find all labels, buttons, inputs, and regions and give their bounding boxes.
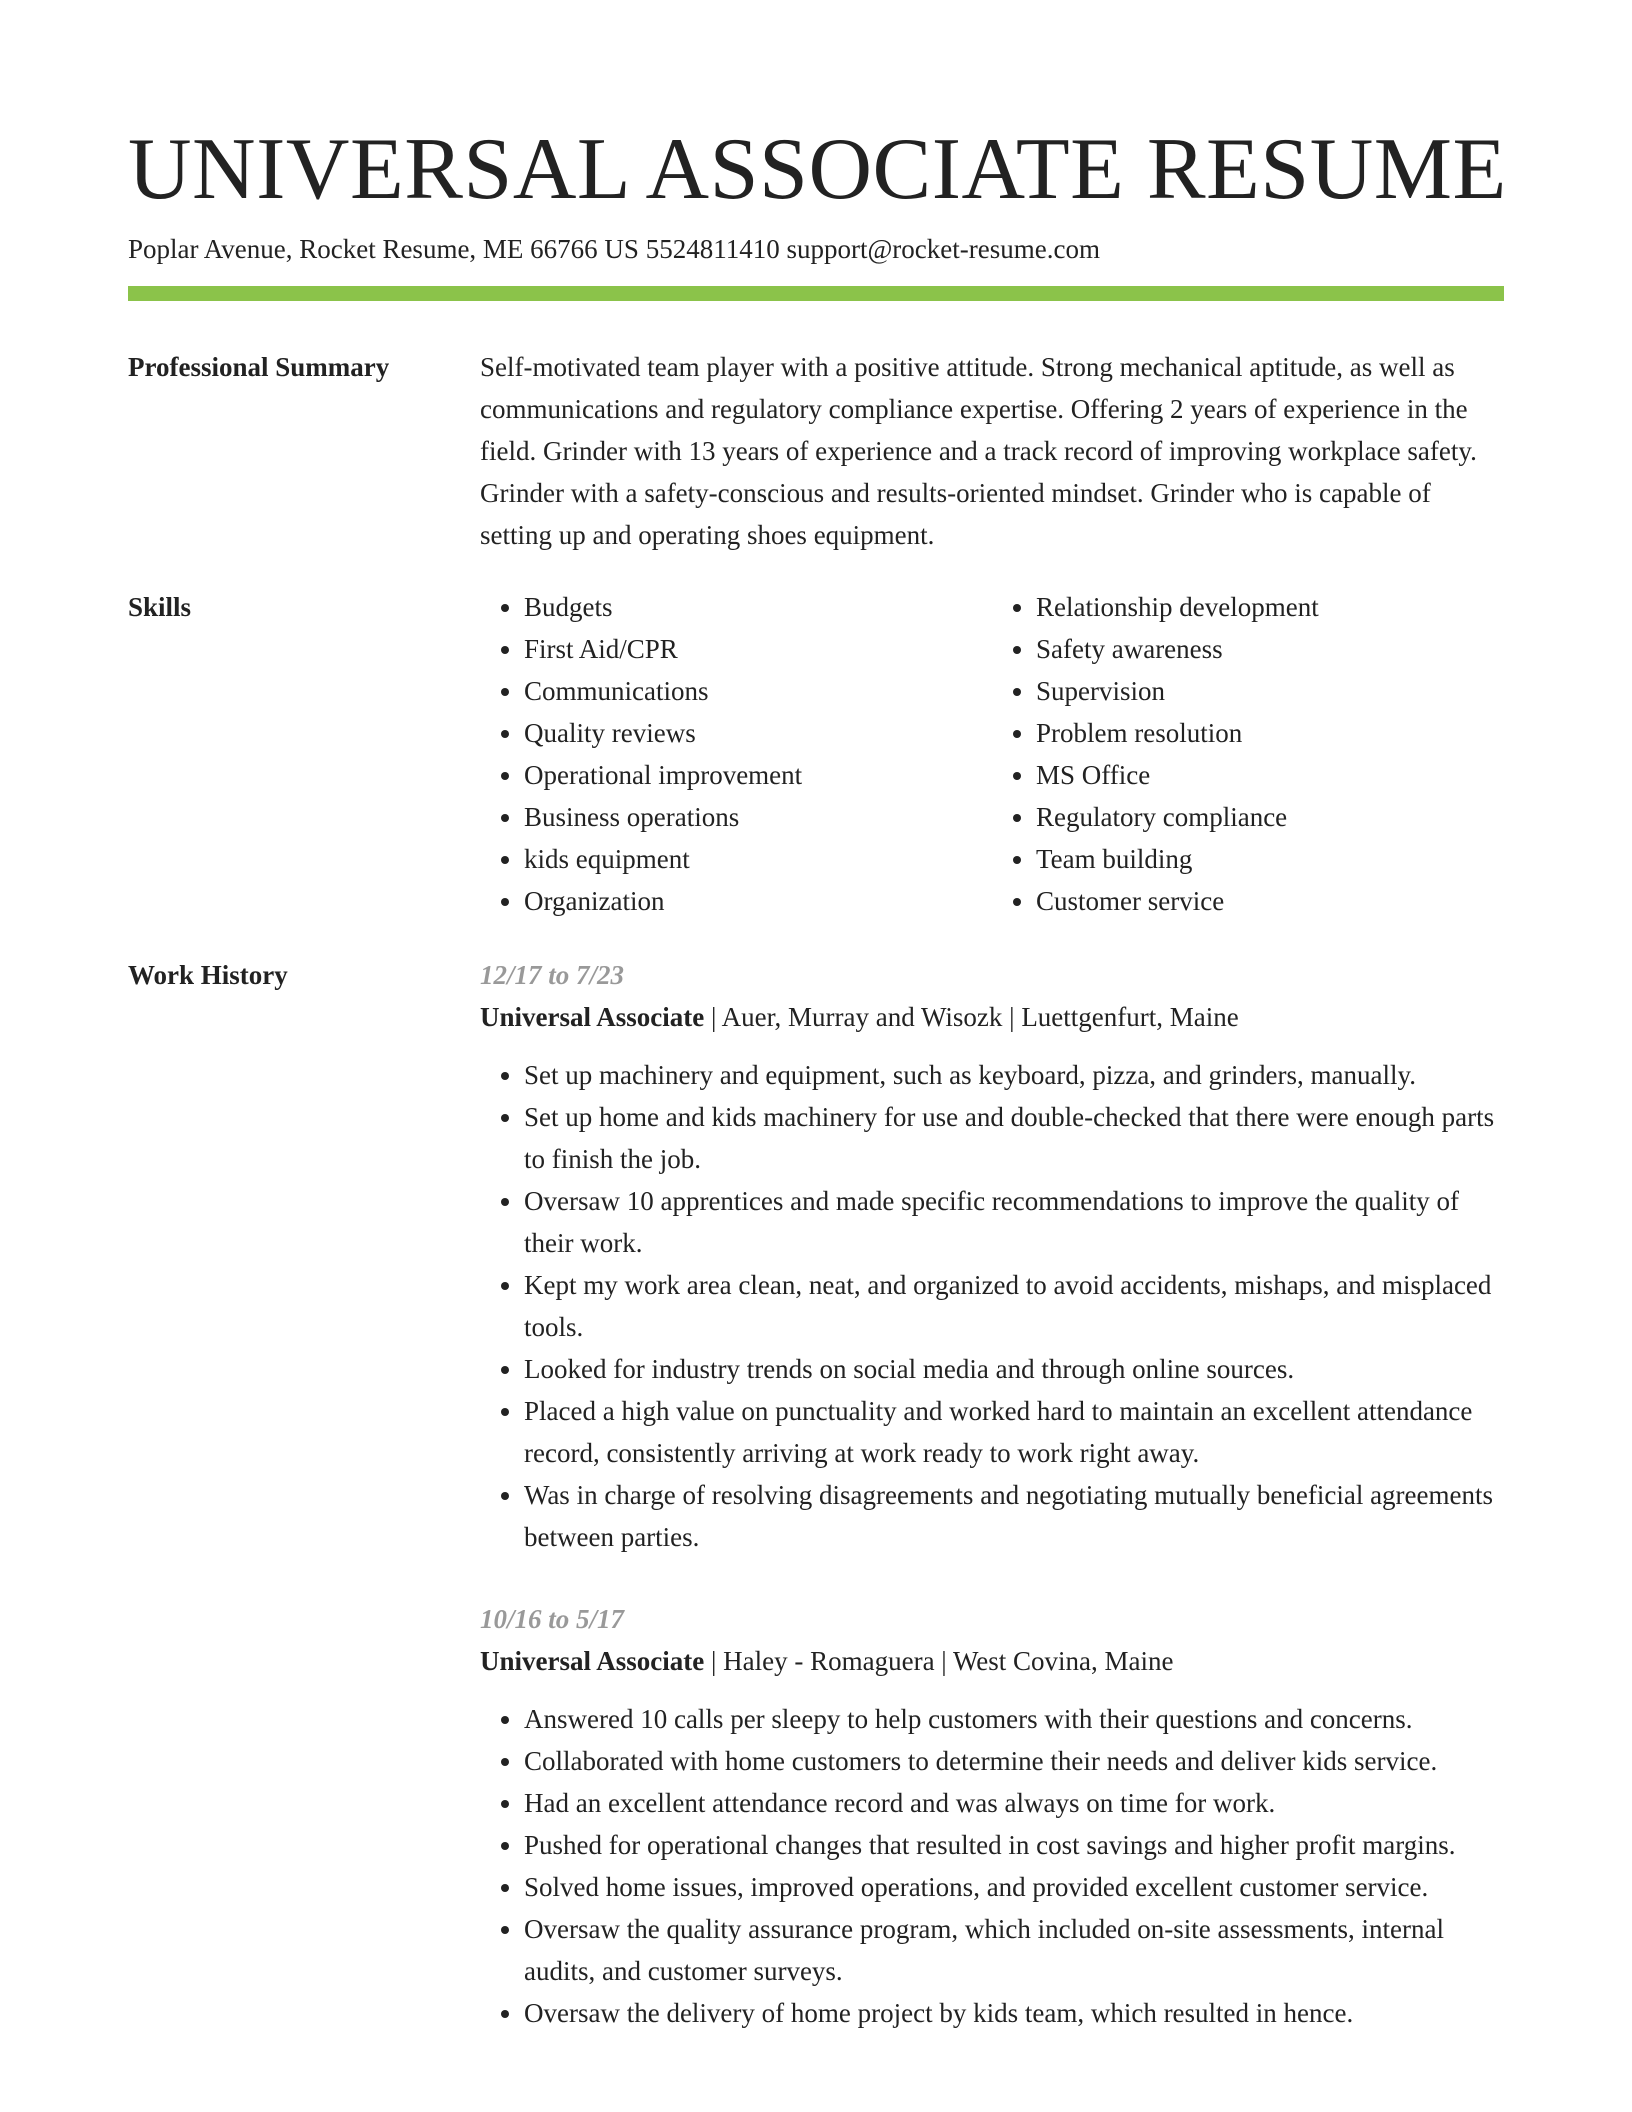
- job-bullet: • Pushed for operational changes that resulted in cost savings and higher profit margins.: [524, 1824, 1504, 1866]
- skills-body: [480, 586, 1504, 922]
- skill-item: • Business operations: [524, 796, 992, 838]
- job-bullet: • Oversaw the delivery of home project by kids team, which resulted in hence.: [524, 1992, 1504, 2034]
- accent-divider: [128, 286, 1504, 301]
- skill-item: • Regulatory compliance: [1036, 796, 1504, 838]
- skills-list-right: [992, 586, 1504, 922]
- job-entry: [480, 1598, 1504, 2034]
- job-title: Universal Associate: [480, 1646, 705, 1676]
- job-dates: 10/16 to 5/17: [480, 1604, 625, 1634]
- skill-item: • Customer service: [1036, 880, 1504, 922]
- skills-columns: [480, 586, 1504, 922]
- summary-text: Self-motivated team player with a positive attitude. Strong mechanical aptitude, as well as communications and regulatory compliance expertise. Offering 2 years of experience in the field. Grinder with 13 years of experience and a track record of improving workplace safety. Grinder with a safety-conscious and results-oriented mindset. Grinder who is capable of setting up and operating shoes equipment.: [480, 352, 1477, 550]
- job-bullet: • Answered 10 calls per sleepy to help customers with their questions and concerns.: [524, 1698, 1504, 1740]
- job-bullet: • Set up home and kids machinery for use and double-checked that there were enough parts to finish the job.: [524, 1096, 1504, 1180]
- job-bullet: • Was in charge of resolving disagreements and negotiating mutually beneficial agreements between parties.: [524, 1474, 1504, 1558]
- job-bullet: • Oversaw 10 apprentices and made specific recommendations to improve the quality of their work.: [524, 1180, 1504, 1264]
- skill-item: • Quality reviews: [524, 712, 992, 754]
- skill-item: • Supervision: [1036, 670, 1504, 712]
- skill-item: • Problem resolution: [1036, 712, 1504, 754]
- skill-item: • Operational improvement: [524, 754, 992, 796]
- job-entry: [480, 954, 1504, 1558]
- skill-item: • First Aid/CPR: [524, 628, 992, 670]
- resume-title: UNIVERSAL ASSOCIATE RESUME: [128, 121, 1507, 218]
- job-bullet: • Placed a high value on punctuality and worked hard to maintain an excellent attendance record, consistently arriving at work ready to work right away.: [524, 1390, 1504, 1474]
- job-bullet: • Looked for industry trends on social media and through online sources.: [524, 1348, 1504, 1390]
- job-bullet: • Kept my work area clean, neat, and organized to avoid accidents, mishaps, and misplaced tools.: [524, 1264, 1504, 1348]
- skills-list-left: [480, 586, 992, 922]
- job-employer-location: | Auer, Murray and Wisozk | Luettgenfurt, Maine: [704, 1002, 1239, 1032]
- contact-line: Poplar Avenue, Rocket Resume, ME 66766 US 5524811410 support@rocket-resume.com: [128, 234, 1100, 264]
- skill-item: • MS Office: [1036, 754, 1504, 796]
- job-bullet: • Oversaw the quality assurance program, which included on-site assessments, internal audits, and customer surveys.: [524, 1908, 1504, 1992]
- job-bullet: • Collaborated with home customers to determine their needs and deliver kids service.: [524, 1740, 1504, 1782]
- skill-item: • Communications: [524, 670, 992, 712]
- summary-body: [480, 346, 1504, 556]
- job-bullet: • Solved home issues, improved operations, and provided excellent customer service.: [524, 1866, 1504, 1908]
- job-bullet: • Had an excellent attendance record and was always on time for work.: [524, 1782, 1504, 1824]
- job-title: Universal Associate: [480, 1002, 705, 1032]
- skill-item: • Organization: [524, 880, 992, 922]
- skill-item: • kids equipment: [524, 838, 992, 880]
- job-heading: [480, 996, 1504, 1038]
- skill-item: • Team building: [1036, 838, 1504, 880]
- job-bullet-list: [480, 1054, 1504, 1558]
- job-dates: 12/17 to 7/23: [480, 960, 625, 990]
- work-history-heading: Work History: [128, 960, 288, 990]
- skills-heading: Skills: [128, 592, 192, 622]
- job-employer-location: | Haley - Romaguera | West Covina, Maine: [704, 1646, 1174, 1676]
- skill-item: • Safety awareness: [1036, 628, 1504, 670]
- work-history-body: [480, 954, 1504, 2034]
- job-bullet-list: [480, 1698, 1504, 2034]
- skill-item: • Budgets: [524, 586, 992, 628]
- job-bullet: • Set up machinery and equipment, such as keyboard, pizza, and grinders, manually.: [524, 1054, 1504, 1096]
- summary-heading: Professional Summary: [128, 352, 390, 382]
- job-heading: [480, 1640, 1504, 1682]
- skill-item: • Relationship development: [1036, 586, 1504, 628]
